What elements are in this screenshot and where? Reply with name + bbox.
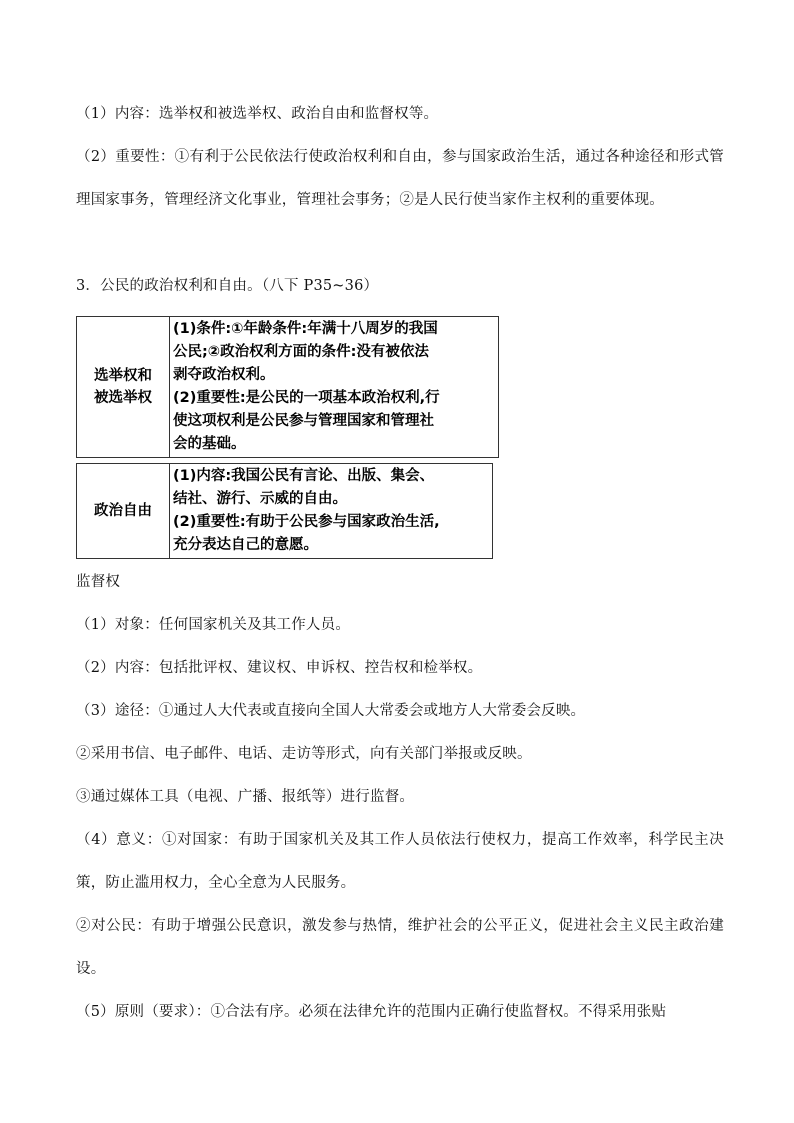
body-line: 使这项权利是公民参与管理国家和管理社	[173, 413, 434, 429]
election-rights-table	[76, 316, 499, 458]
section-3-title: 3．公民的政治权利和自由。（八下 P35~36）	[76, 278, 379, 294]
header-line: 被选举权	[94, 390, 152, 406]
body-line: (1)条件:①年龄条件:年满十八周岁的我国	[173, 321, 438, 337]
supervision-way-2: ②采用书信、电子邮件、电话、走访等形式，向有关部门举报或反映。	[76, 746, 532, 762]
body-line: (2)重要性:有助于公民参与国家政治生活,	[173, 514, 440, 530]
supervision-meaning-state: （4）意义：①对国家：有助于国家机关及其工作人员依法行使权力，提高工作效率，科学民主决策，防止滥用权力，全心全意为人民服务。	[76, 832, 724, 891]
supervision-object: （1）对象：任何国家机关及其工作人员。	[76, 617, 351, 633]
supervision-principle: （5）原则（要求）：①合法有序。必须在法律允许的范围内正确行使监督权。不得采用张贴	[76, 1004, 667, 1020]
body-line: 结社、游行、示威的自由。	[173, 491, 347, 507]
body-line: 剥夺政治权利。	[173, 367, 275, 383]
supervision-content: （2）内容：包括批评权、建议权、申诉权、控告权和检举权。	[76, 660, 483, 676]
political-freedom-table	[76, 463, 493, 559]
body-line: (1)内容:我国公民有言论、出版、集会、	[173, 468, 435, 484]
body-line: 公民;②政治权利方面的条件:没有被依法	[173, 344, 429, 360]
supervision-way-1: （3）途径：①通过人大代表或直接向全国人大常委会或地方人大常委会反映。	[76, 703, 586, 719]
importance-paragraph: （2）重要性：①有利于公民依法行使政治权利和自由，参与国家政治生活，通过各种途径和形式管理国家事务，管理经济文化事业，管理社会事务；②是人民行使当家作主权利的重要体现。	[76, 149, 724, 208]
body-line: 充分表达自己的意愿。	[173, 537, 318, 553]
supervision-title: 监督权	[76, 574, 121, 590]
header-line: 选举权和	[94, 368, 152, 384]
body-line: 会的基础。	[173, 436, 246, 452]
content-paragraph: （1）内容：选举权和被选举权、政治自由和监督权等。	[76, 106, 439, 122]
election-rights-body	[170, 317, 499, 458]
supervision-meaning-citizen: ②对公民：有助于增强公民意识，激发参与热情，维护社会的公平正义，促进社会主义民主政治建设。	[76, 918, 724, 977]
election-rights-header	[77, 317, 170, 458]
political-freedom-header: 政治自由	[77, 464, 170, 559]
supervision-way-3: ③通过媒体工具（电视、广播、报纸等）进行监督。	[76, 789, 415, 805]
body-line: (2)重要性:是公民的一项基本政治权利,行	[173, 390, 440, 406]
political-freedom-body	[170, 464, 493, 559]
